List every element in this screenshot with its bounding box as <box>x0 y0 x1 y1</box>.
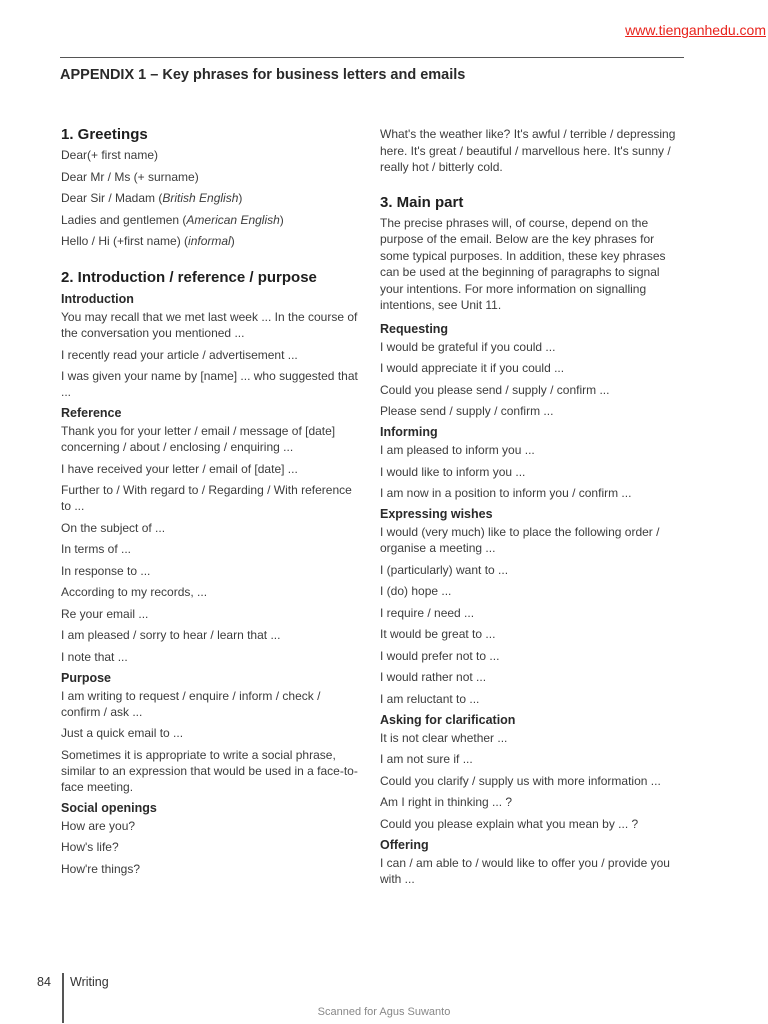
clarification-phrases <box>380 730 685 832</box>
phrase-line: I am now in a position to inform you / confirm ... <box>380 486 632 500</box>
phrase-line: Sometimes it is appropriate to write a social phrase, similar to an expression that would be used in a face-to-face meeting. <box>61 747 358 794</box>
phrase-line: I (do) hope ... <box>380 584 452 598</box>
phrase-line: You may recall that we met last week ... In the course of the conversation you mentioned ... <box>61 310 358 340</box>
reference-label: Reference <box>61 406 122 420</box>
main-part-paragraph: The precise phrases will, of course, depend on the purpose of the email. Below are the key phrases for some typical purposes. In addition, these key phrases can be used at the beginning of paragraphs to signal your intentions. For more information on signalling intentions, see Unit 11. <box>380 215 666 312</box>
introduction-label: Introduction <box>61 292 134 306</box>
offering-phrases <box>380 855 685 887</box>
phrase-line: I recently read your article / advertisement ... <box>61 347 298 362</box>
phrase-line: It would be great to ... <box>380 627 496 641</box>
phrase-line: I note that ... <box>61 649 128 664</box>
greetings-list <box>61 147 361 249</box>
informing-label: Informing <box>380 425 438 439</box>
introduction-section-heading: 2. Introduction / reference / purpose <box>61 269 317 286</box>
greeting-line: Ladies and gentlemen (American English) <box>61 212 284 227</box>
phrase-line: Am I right in thinking ... ? <box>380 795 513 809</box>
header-rule <box>60 57 684 58</box>
clarification-label: Asking for clarification <box>380 712 516 727</box>
phrase-line: Could you please explain what you mean by ... ? <box>380 816 639 831</box>
requesting-label: Requesting <box>380 321 449 336</box>
scan-credit: Scanned for Agus Suwanto <box>317 1006 451 1018</box>
phrase-line: I was given your name by [name] ... who suggested that ... <box>61 369 358 399</box>
website-link[interactable]: www.tienganhedu.com <box>625 22 766 38</box>
appendix-title: APPENDIX 1 – Key phrases for business letters and emails <box>60 67 466 83</box>
phrase-line: Re your email ... <box>61 606 149 621</box>
phrase-line: I require / need ... <box>380 605 475 620</box>
phrase-line: Could you please send / supply / confirm ... <box>380 382 610 397</box>
phrase-line: I am writing to request / enquire / inform / check / confirm / ask ... <box>61 688 321 719</box>
phrase-line: I (particularly) want to ... <box>380 562 509 577</box>
phrase-line: I would like to inform you ... <box>380 464 526 479</box>
phrase-line: On the subject of ... <box>61 520 166 535</box>
greeting-line: Dear Mr / Ms (+ surname) <box>61 169 199 184</box>
phrase-line: I would rather not ... <box>380 670 487 684</box>
social-openings-phrases <box>61 818 361 877</box>
expressing-wishes-phrases <box>380 524 685 707</box>
phrase-line: Could you clarify / supply us with more information ... <box>380 773 661 788</box>
footer-section-name: Writing <box>70 975 109 989</box>
phrase-line: I would appreciate it if you could ... <box>380 361 565 375</box>
informing-phrases <box>380 442 685 501</box>
reference-phrases <box>61 423 361 665</box>
phrase-line: Further to / With regard to / Regarding / With reference to ... <box>61 483 352 513</box>
weather-paragraph: What's the weather like? It's awful / terrible / depressing here. It's great / beautiful / marvellous here. It's sunny / really hot / bitterly cold. <box>380 127 676 174</box>
phrase-line: In response to ... <box>61 563 151 578</box>
phrase-line: Just a quick email to ... <box>61 726 184 740</box>
greeting-line: Dear(+ first name) <box>61 148 159 162</box>
phrase-line: I am not sure if ... <box>380 752 473 766</box>
greetings-heading: 1. Greetings <box>61 126 148 143</box>
phrase-line: I am pleased / sorry to hear / learn that ... <box>61 628 281 642</box>
phrase-line: I would (very much) like to place the following order / organise a meeting ... <box>380 525 660 555</box>
expressing-wishes-label: Expressing wishes <box>380 507 493 521</box>
page-number: 84 <box>37 975 51 989</box>
phrase-line: I would prefer not to ... <box>380 648 500 663</box>
phrase-line: I am pleased to inform you ... <box>380 443 535 457</box>
purpose-label: Purpose <box>61 670 112 685</box>
right-column <box>380 126 685 892</box>
phrase-line: I can / am able to / would like to offer you / provide you with ... <box>380 855 670 886</box>
phrase-line: I am reluctant to ... <box>380 691 480 706</box>
phrase-line: It is not clear whether ... <box>380 730 508 745</box>
introduction-phrases <box>61 309 361 400</box>
main-part-heading: 3. Main part <box>380 193 464 211</box>
purpose-phrases <box>61 688 361 795</box>
phrase-line: In terms of ... <box>61 542 132 556</box>
greeting-line: Hello / Hi (+first name) (informal) <box>61 234 235 248</box>
left-column <box>61 126 361 882</box>
phrase-line: Thank you for your letter / email / message of [date] concerning / about / enclosing / enquiring ... <box>61 424 336 454</box>
phrase-line: I have received your letter / email of [date] ... <box>61 461 298 476</box>
phrase-line: Please send / supply / confirm ... <box>380 404 554 418</box>
requesting-phrases <box>380 339 685 420</box>
phrase-line: How's life? <box>61 840 119 854</box>
phrase-line: According to my records, ... <box>61 585 208 599</box>
phrase-line: I would be grateful if you could ... <box>380 339 556 354</box>
offering-label: Offering <box>380 837 429 852</box>
phrase-line: How are you? <box>61 818 136 833</box>
phrase-line: How're things? <box>61 861 140 876</box>
social-openings-label: Social openings <box>61 800 157 815</box>
greeting-line: Dear Sir / Madam (British English) <box>61 191 243 205</box>
